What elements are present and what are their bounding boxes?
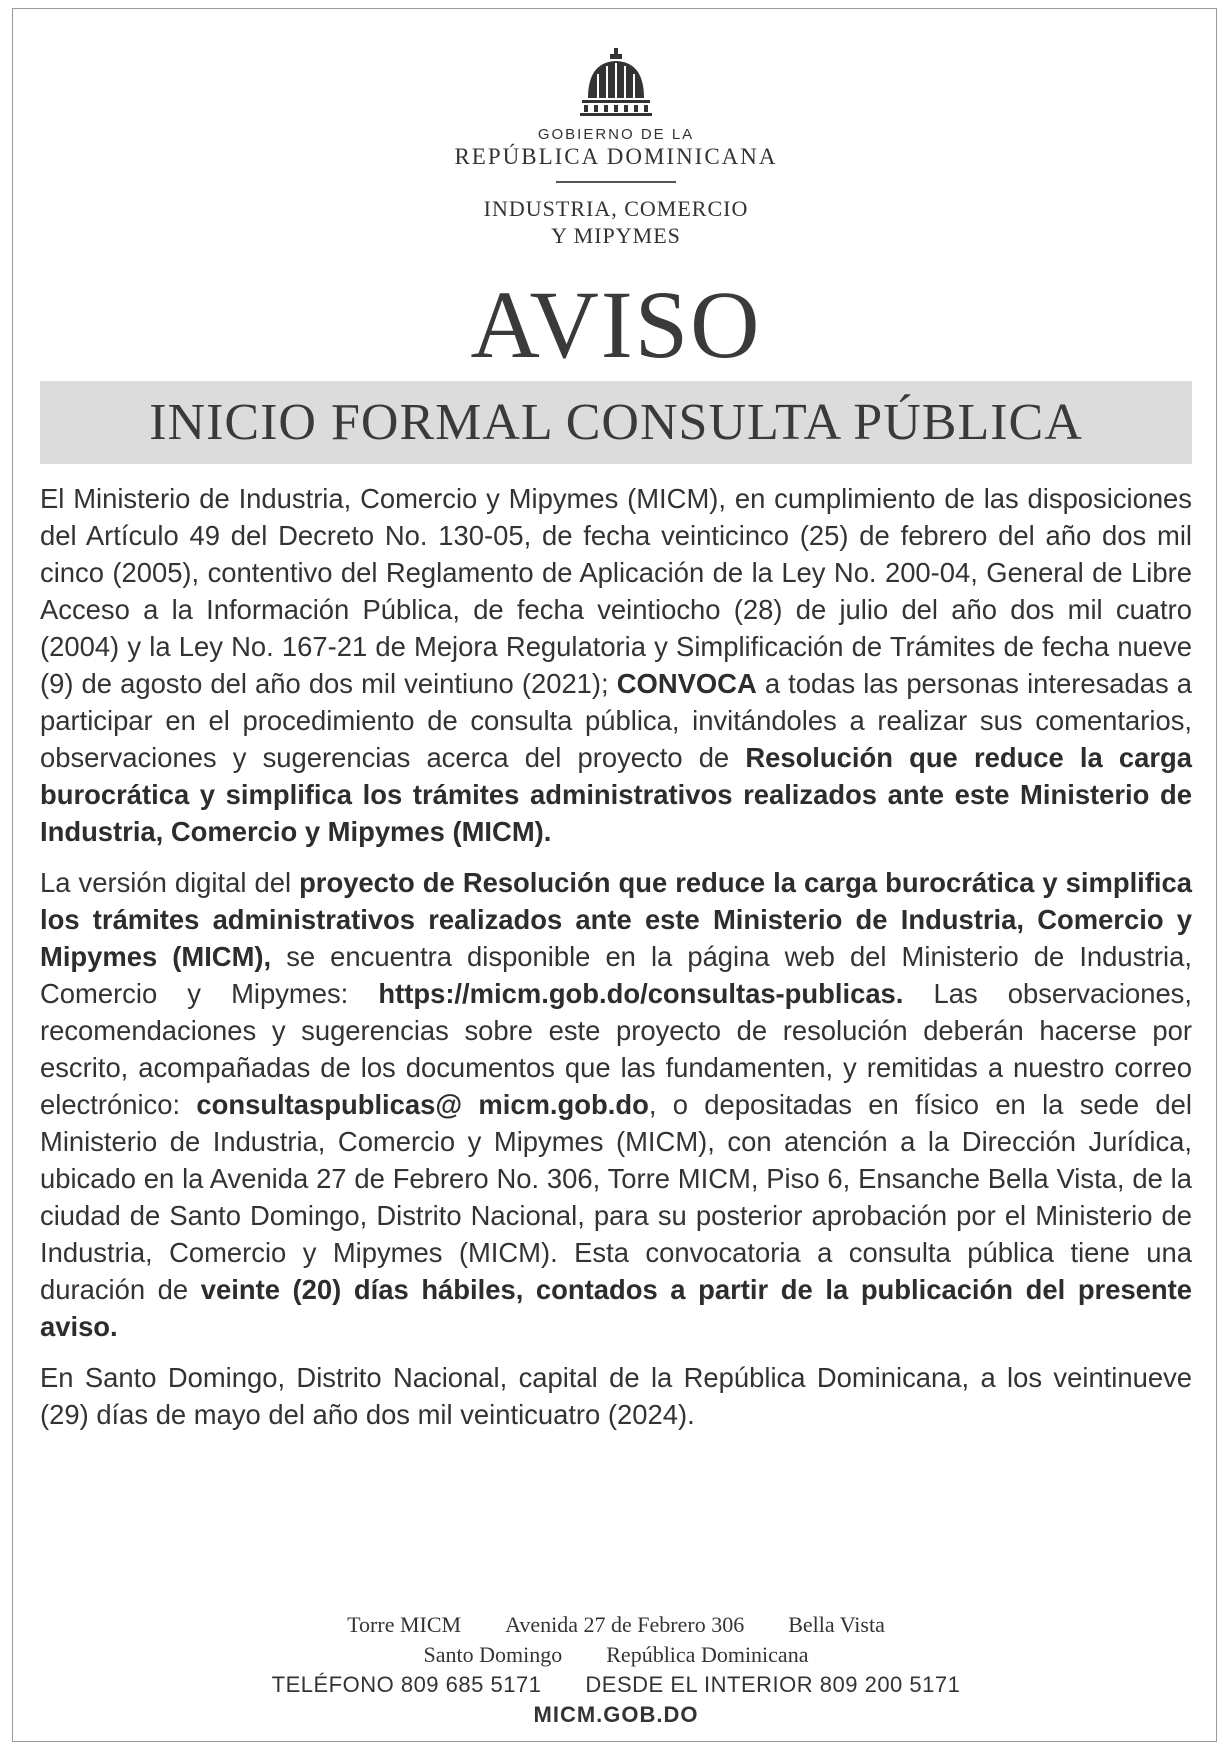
email-address: consultaspublicas@ micm.gob.do: [196, 1089, 649, 1120]
notice-body: [40, 480, 1192, 1447]
paragraph-2: [40, 864, 1192, 1345]
footer-address-line-1: [0, 1610, 1232, 1640]
footer-sector: Bella Vista: [788, 1612, 885, 1637]
paragraph-2-text-2: se encuentra disponible en la página web del Ministerio de Industria, Comercio y Mipymes:: [40, 941, 1192, 1009]
paragraph-2-bold-4: veinte (20) días hábiles, contados a partir de la publicación del presente aviso.: [40, 1274, 1192, 1342]
paragraph-1-text-2: a todas las personas interesadas a participar en el procedimiento de consulta pública, invitándoles a realizar sus comentarios, observaciones y sugerencias acerca del proyecto de: [40, 668, 1192, 773]
ministry-line-1: INDUSTRIA, COMERCIO: [483, 195, 749, 221]
ministry-line-2: Y MIPYMES: [551, 222, 681, 248]
paragraph-2-bold-1: proyecto de Resolución que reduce la carga burocrática y simplifica los trámites administrativos realizados ante este Ministerio de Industria, Comercio y Mipymes (MICM),: [40, 867, 1192, 972]
gov-line-1: GOBIERNO DE LA: [537, 126, 695, 143]
paragraph-1: [40, 480, 1192, 850]
website-link-text: https://micm.gob.do/consultas-publicas.: [378, 978, 904, 1009]
footer-avenue: Avenida 27 de Febrero 306: [505, 1612, 745, 1637]
footer-phone: TELÉFONO 809 685 5171: [271, 1672, 542, 1697]
footer: [0, 1610, 1232, 1730]
footer-country: República Dominicana: [606, 1642, 809, 1667]
paragraph-1-bold-2: Resolución que reduce la carga burocrática y simplifica los trámites administrativos realizados ante este Ministerio de Industria, Comercio y Mipymes (MICM).: [40, 742, 1192, 847]
page-subtitle: INICIO FORMAL CONSULTA PÚBLICA: [40, 381, 1192, 464]
paragraph-2-text-1: La versión digital del: [40, 867, 300, 898]
paragraph-1-text-1: El Ministerio de Industria, Comercio y Mipymes (MICM), en cumplimiento de las disposiciones del Artículo 49 del Decreto No. 130-05, de fecha veinticinco (25) de febrero del año dos mil cinco (2005), contentivo del Reglamento de Aplicación de la Ley No. 200-04, General de Libre Acceso a la Información Pública, de fecha veintiocho (28) de julio del año dos mil cuatro (2004) y la Ley No. 167-21 de Mejora Regulatoria y Simplificación de Trámites de fecha nueve (9) de agosto del año dos mil veintiuno (2021);: [40, 483, 1192, 699]
paragraph-2-text-3: Las observaciones, recomendaciones y sugerencias sobre este proyecto de resolución deberán hacerse por escrito, acompañadas de los documentos que las fundamenten, y remitidas a nuestro correo electrónico:: [40, 978, 1192, 1120]
paragraph-2-text-4: , o depositadas en físico en la sede del Ministerio de Industria, Comercio y Mipymes (MICM), con atención a la Dirección Jurídica, ubicado en la Avenida 27 de Febrero No. 306, Torre MICM, Piso 6, Ensanche Bella Vista, de la ciudad de Santo Domingo, Distrito Nacional, para su posterior aprobación por el Ministerio de Industria, Comercio y Mipymes (MICM). Esta convocatoria a consulta pública tiene una duración de: [40, 1089, 1192, 1305]
footer-website: MICM.GOB.DO: [533, 1702, 699, 1727]
government-logo-block: [0, 48, 1232, 249]
paragraph-1-bold-1: CONVOCA: [616, 668, 757, 699]
paragraph-3: En Santo Domingo, Distrito Nacional, capital de la República Dominicana, a los veintinueve (29) días de mayo del año dos mil veinticuatro (2024).: [40, 1362, 1192, 1430]
footer-phone-interior: DESDE EL INTERIOR 809 200 5171: [585, 1672, 961, 1697]
footer-address-line-2: [0, 1640, 1232, 1670]
palacio-nacional-dome-icon: [576, 48, 656, 118]
footer-building: Torre MICM: [347, 1612, 462, 1637]
footer-city: Santo Domingo: [423, 1642, 563, 1667]
page-title: AVISO: [470, 271, 762, 378]
divider: [556, 181, 676, 183]
gov-line-2: REPÚBLICA DOMINICANA: [454, 144, 778, 169]
footer-phones: [0, 1670, 1232, 1700]
